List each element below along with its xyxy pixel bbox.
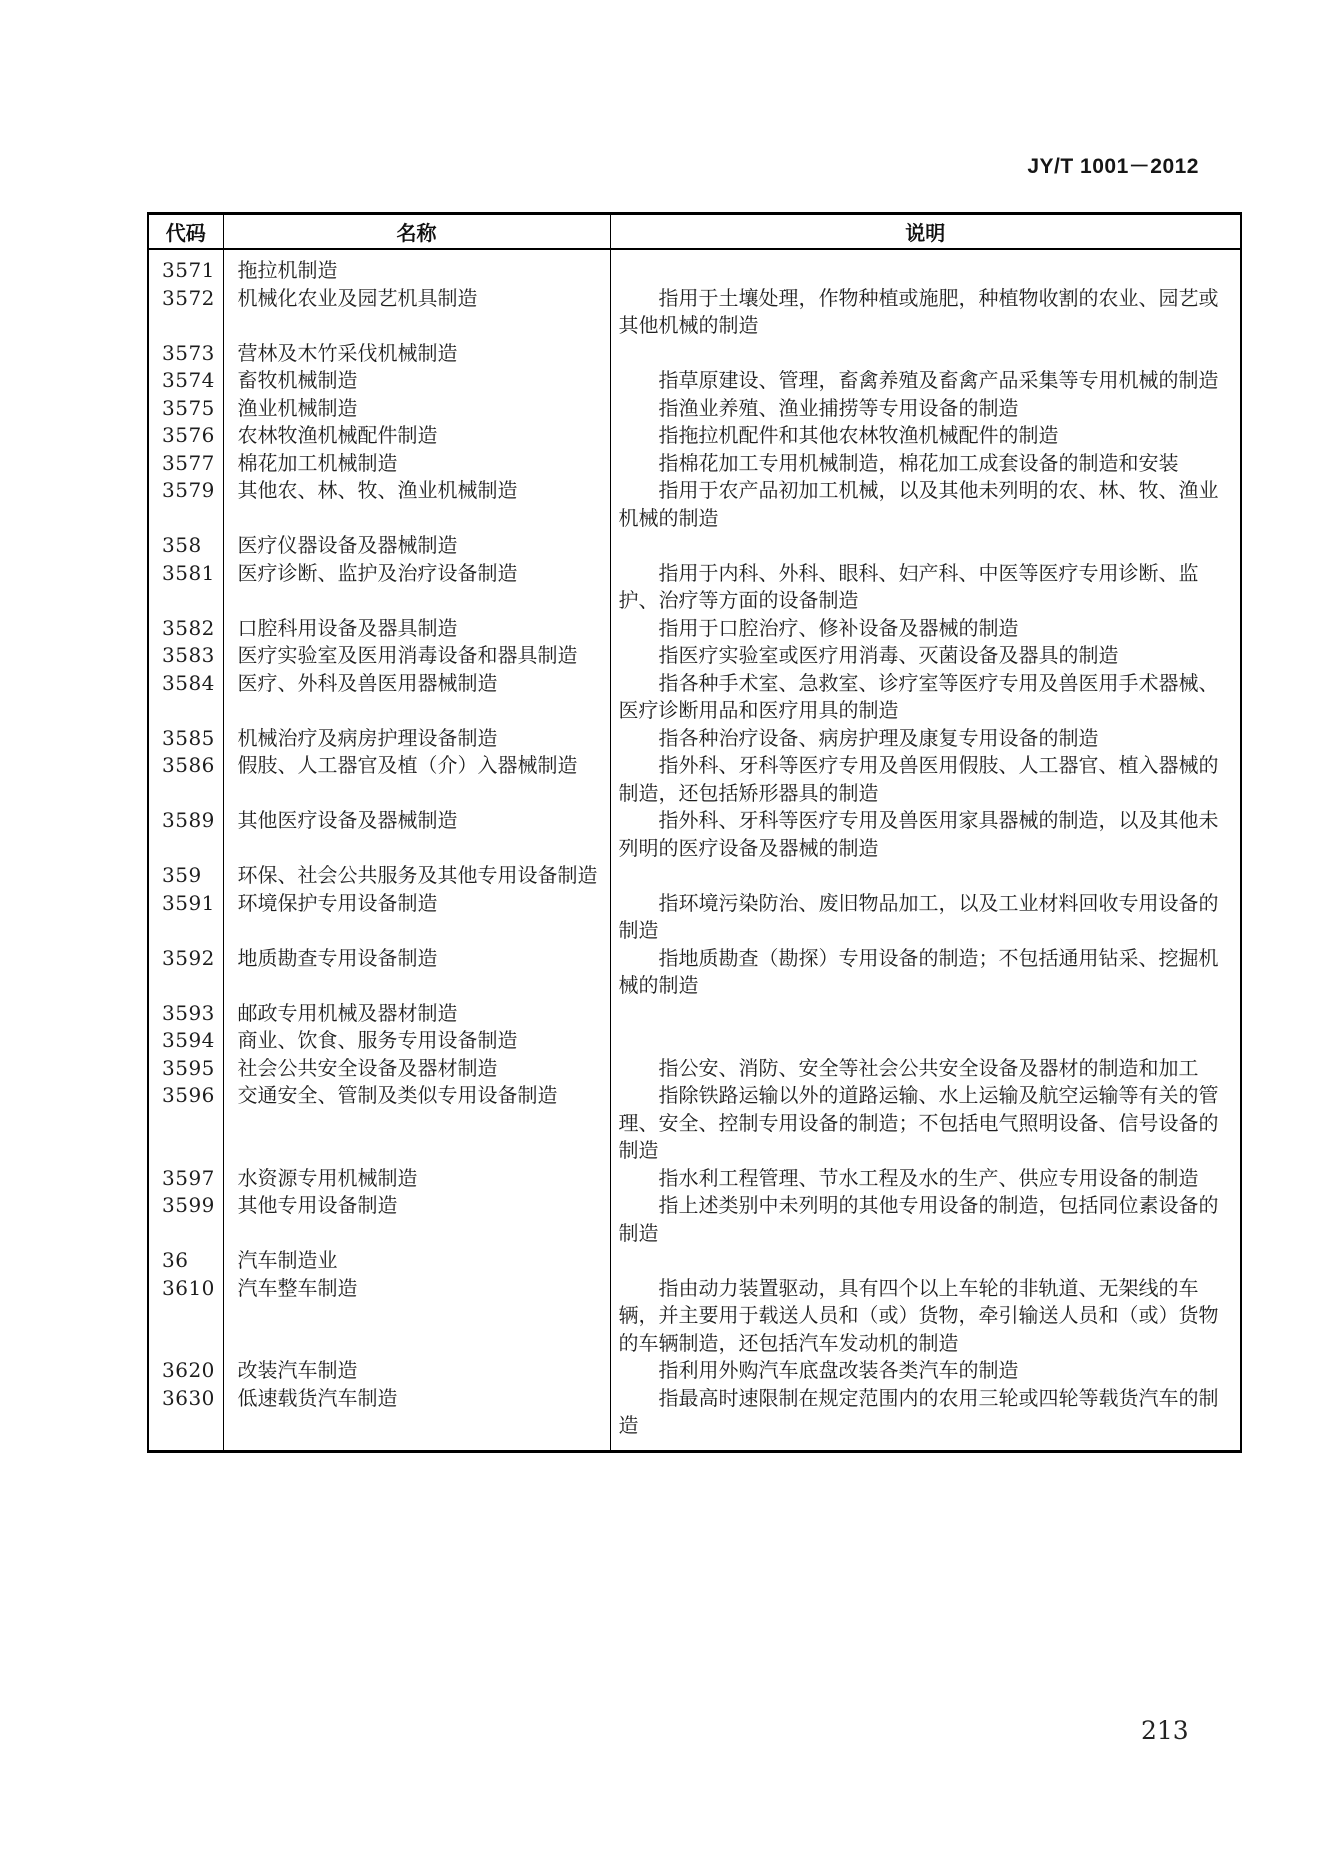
description-text: 指棉花加工专用机械制造，棉花加工成套设备的制造和安装 bbox=[658, 450, 1179, 475]
column-header-name: 名称 bbox=[223, 214, 610, 250]
table-row bbox=[148, 945, 1241, 1000]
description-cell bbox=[610, 340, 1241, 368]
description-cell bbox=[610, 1082, 1241, 1165]
page-number: 213 bbox=[1141, 1716, 1189, 1745]
name-cell: 改装汽车制造 bbox=[223, 1357, 610, 1385]
code-cell: 3586 bbox=[148, 752, 223, 807]
description-cell bbox=[610, 560, 1241, 615]
description-cell bbox=[610, 1275, 1241, 1358]
table-row bbox=[148, 1192, 1241, 1247]
code-cell: 3593 bbox=[148, 1000, 223, 1028]
description-cell bbox=[610, 615, 1241, 643]
description-text: 指公安、消防、安全等社会公共安全设备及器材的制造和加工 bbox=[658, 1055, 1199, 1080]
table-row bbox=[148, 1247, 1241, 1275]
code-cell: 3599 bbox=[148, 1192, 223, 1247]
description-text: 指用于口腔治疗、修补设备及器械的制造 bbox=[658, 615, 1019, 640]
description-text: 指地质勘查（勘探）专用设备的制造；不包括通用钻采、挖掘机械的制造 bbox=[618, 945, 1219, 997]
name-cell: 医疗仪器设备及器械制造 bbox=[223, 532, 610, 560]
code-cell: 3575 bbox=[148, 395, 223, 423]
table-row bbox=[148, 725, 1241, 753]
code-cell: 3571 bbox=[148, 249, 223, 285]
name-cell: 交通安全、管制及类似专用设备制造 bbox=[223, 1082, 610, 1165]
column-header-description: 说明 bbox=[610, 214, 1241, 250]
name-cell: 其他农、林、牧、渔业机械制造 bbox=[223, 477, 610, 532]
description-cell bbox=[610, 945, 1241, 1000]
table-row bbox=[148, 560, 1241, 615]
table-row bbox=[148, 1000, 1241, 1028]
code-cell: 3610 bbox=[148, 1275, 223, 1358]
code-cell: 3583 bbox=[148, 642, 223, 670]
description-cell bbox=[610, 285, 1241, 340]
name-cell: 假肢、人工器官及植（介）入器械制造 bbox=[223, 752, 610, 807]
table-row bbox=[148, 1385, 1241, 1452]
table-row bbox=[148, 642, 1241, 670]
description-cell bbox=[610, 752, 1241, 807]
column-header-code: 代码 bbox=[148, 214, 223, 250]
code-cell: 3596 bbox=[148, 1082, 223, 1165]
description-cell bbox=[610, 890, 1241, 945]
description-text: 指利用外购汽车底盘改装各类汽车的制造 bbox=[658, 1358, 1019, 1382]
code-cell: 3597 bbox=[148, 1165, 223, 1193]
description-text: 指水利工程管理、节水工程及水的生产、供应专用设备的制造 bbox=[658, 1165, 1199, 1190]
description-cell bbox=[610, 249, 1241, 285]
name-cell: 棉花加工机械制造 bbox=[223, 450, 610, 478]
name-cell: 口腔科用设备及器具制造 bbox=[223, 615, 610, 643]
code-cell: 36 bbox=[148, 1247, 223, 1275]
name-cell: 其他医疗设备及器械制造 bbox=[223, 807, 610, 862]
description-cell bbox=[610, 862, 1241, 890]
name-cell: 机械化农业及园艺机具制造 bbox=[223, 285, 610, 340]
name-cell: 其他专用设备制造 bbox=[223, 1192, 610, 1247]
description-text: 指用于土壤处理，作物种植或施肥，种植物收割的农业、园艺或其他机械的制造 bbox=[618, 285, 1219, 337]
description-text: 指草原建设、管理，畜禽养殖及畜禽产品采集等专用机械的制造 bbox=[658, 368, 1219, 392]
description-cell bbox=[610, 807, 1241, 862]
doc-number: JY/T 1001－2012 bbox=[1027, 155, 1199, 178]
description-cell bbox=[610, 642, 1241, 670]
name-cell: 水资源专用机械制造 bbox=[223, 1165, 610, 1193]
description-cell bbox=[610, 1000, 1241, 1028]
name-cell: 农林牧渔机械配件制造 bbox=[223, 422, 610, 450]
name-cell: 汽车整车制造 bbox=[223, 1275, 610, 1358]
code-cell: 3592 bbox=[148, 945, 223, 1000]
description-text: 指由动力装置驱动，具有四个以上车轮的非轨道、无架线的车辆，并主要用于载送人员和（或）货物，牵引输送人员和（或）货物的车辆制造，还包括汽车发动机的制造 bbox=[618, 1275, 1219, 1355]
description-text: 指用于农产品初加工机械，以及其他未列明的农、林、牧、渔业机械的制造 bbox=[618, 478, 1219, 530]
description-text: 指外科、牙科等医疗专用及兽医用家具器械的制造，以及其他未列明的医疗设备及器械的制造 bbox=[618, 808, 1219, 860]
code-cell: 3620 bbox=[148, 1357, 223, 1385]
code-cell: 3584 bbox=[148, 670, 223, 725]
description-text: 指各种治疗设备、病房护理及康复专用设备的制造 bbox=[658, 725, 1099, 750]
code-cell: 358 bbox=[148, 532, 223, 560]
name-cell: 地质勘查专用设备制造 bbox=[223, 945, 610, 1000]
code-cell: 3595 bbox=[148, 1055, 223, 1083]
code-cell: 3576 bbox=[148, 422, 223, 450]
table-row bbox=[148, 615, 1241, 643]
table-row bbox=[148, 1275, 1241, 1358]
code-cell: 3577 bbox=[148, 450, 223, 478]
name-cell: 医疗、外科及兽医用器械制造 bbox=[223, 670, 610, 725]
description-cell bbox=[610, 450, 1241, 478]
table-row bbox=[148, 670, 1241, 725]
code-cell: 3630 bbox=[148, 1385, 223, 1452]
description-cell bbox=[610, 532, 1241, 560]
name-cell: 环保、社会公共服务及其他专用设备制造 bbox=[223, 862, 610, 890]
description-cell bbox=[610, 1385, 1241, 1452]
table-row bbox=[148, 1165, 1241, 1193]
industry-classification-table bbox=[147, 212, 1242, 1453]
name-cell: 环境保护专用设备制造 bbox=[223, 890, 610, 945]
table-row bbox=[148, 890, 1241, 945]
table-row bbox=[148, 285, 1241, 340]
description-text: 指最高时速限制在规定范围内的农用三轮或四轮等载货汽车的制造 bbox=[618, 1385, 1219, 1437]
description-cell bbox=[610, 395, 1241, 423]
table-row bbox=[148, 1055, 1241, 1083]
name-cell: 社会公共安全设备及器材制造 bbox=[223, 1055, 610, 1083]
name-cell: 畜牧机械制造 bbox=[223, 367, 610, 395]
description-text: 指用于内科、外科、眼科、妇产科、中医等医疗专用诊断、监护、治疗等方面的设备制造 bbox=[618, 560, 1199, 612]
description-cell bbox=[610, 1192, 1241, 1247]
table-row bbox=[148, 422, 1241, 450]
name-cell: 汽车制造业 bbox=[223, 1247, 610, 1275]
description-cell bbox=[610, 670, 1241, 725]
description-cell bbox=[610, 1027, 1241, 1055]
description-text: 指上述类别中未列明的其他专用设备的制造，包括同位素设备的制造 bbox=[618, 1193, 1219, 1245]
name-cell: 邮政专用机械及器材制造 bbox=[223, 1000, 610, 1028]
table-row bbox=[148, 1082, 1241, 1165]
name-cell: 拖拉机制造 bbox=[223, 249, 610, 285]
description-text: 指医疗实验室或医疗用消毒、灭菌设备及器具的制造 bbox=[658, 643, 1119, 667]
code-cell: 3582 bbox=[148, 615, 223, 643]
table-row bbox=[148, 862, 1241, 890]
description-cell bbox=[610, 1357, 1241, 1385]
table-row bbox=[148, 340, 1241, 368]
description-text: 指外科、牙科等医疗专用及兽医用假肢、人工器官、植入器械的制造，还包括矫形器具的制造 bbox=[618, 753, 1219, 805]
name-cell: 低速载货汽车制造 bbox=[223, 1385, 610, 1452]
description-cell bbox=[610, 1247, 1241, 1275]
description-cell bbox=[610, 1055, 1241, 1083]
code-cell: 3591 bbox=[148, 890, 223, 945]
name-cell: 渔业机械制造 bbox=[223, 395, 610, 423]
name-cell: 商业、饮食、服务专用设备制造 bbox=[223, 1027, 610, 1055]
name-cell: 机械治疗及病房护理设备制造 bbox=[223, 725, 610, 753]
code-cell: 3574 bbox=[148, 367, 223, 395]
table-row bbox=[148, 477, 1241, 532]
table-row bbox=[148, 1357, 1241, 1385]
table-row bbox=[148, 249, 1241, 285]
code-cell: 359 bbox=[148, 862, 223, 890]
code-cell: 3573 bbox=[148, 340, 223, 368]
table-row bbox=[148, 1027, 1241, 1055]
table-row bbox=[148, 752, 1241, 807]
table-body bbox=[148, 249, 1241, 1451]
description-text: 指渔业养殖、渔业捕捞等专用设备的制造 bbox=[658, 395, 1019, 420]
name-cell: 营林及木竹采伐机械制造 bbox=[223, 340, 610, 368]
description-cell bbox=[610, 725, 1241, 753]
table-header-row bbox=[148, 214, 1241, 250]
table-row bbox=[148, 395, 1241, 423]
code-cell: 3594 bbox=[148, 1027, 223, 1055]
description-cell bbox=[610, 477, 1241, 532]
table-row bbox=[148, 450, 1241, 478]
code-cell: 3572 bbox=[148, 285, 223, 340]
code-cell: 3589 bbox=[148, 807, 223, 862]
name-cell: 医疗实验室及医用消毒设备和器具制造 bbox=[223, 642, 610, 670]
description-cell bbox=[610, 422, 1241, 450]
table-row bbox=[148, 367, 1241, 395]
name-cell: 医疗诊断、监护及治疗设备制造 bbox=[223, 560, 610, 615]
description-text: 指各种手术室、急救室、诊疗室等医疗专用及兽医用手术器械、医疗诊断用品和医疗用具的制造 bbox=[618, 670, 1219, 722]
code-cell: 3581 bbox=[148, 560, 223, 615]
description-text: 指环境污染防治、废旧物品加工，以及工业材料回收专用设备的制造 bbox=[618, 890, 1219, 942]
code-cell: 3579 bbox=[148, 477, 223, 532]
code-cell: 3585 bbox=[148, 725, 223, 753]
description-text: 指拖拉机配件和其他农林牧渔机械配件的制造 bbox=[658, 423, 1059, 447]
description-cell bbox=[610, 1165, 1241, 1193]
table-row bbox=[148, 532, 1241, 560]
table-row bbox=[148, 807, 1241, 862]
description-cell bbox=[610, 367, 1241, 395]
description-text: 指除铁路运输以外的道路运输、水上运输及航空运输等有关的管理、安全、控制专用设备的制造；不包括电气照明设备、信号设备的制造 bbox=[618, 1083, 1219, 1162]
